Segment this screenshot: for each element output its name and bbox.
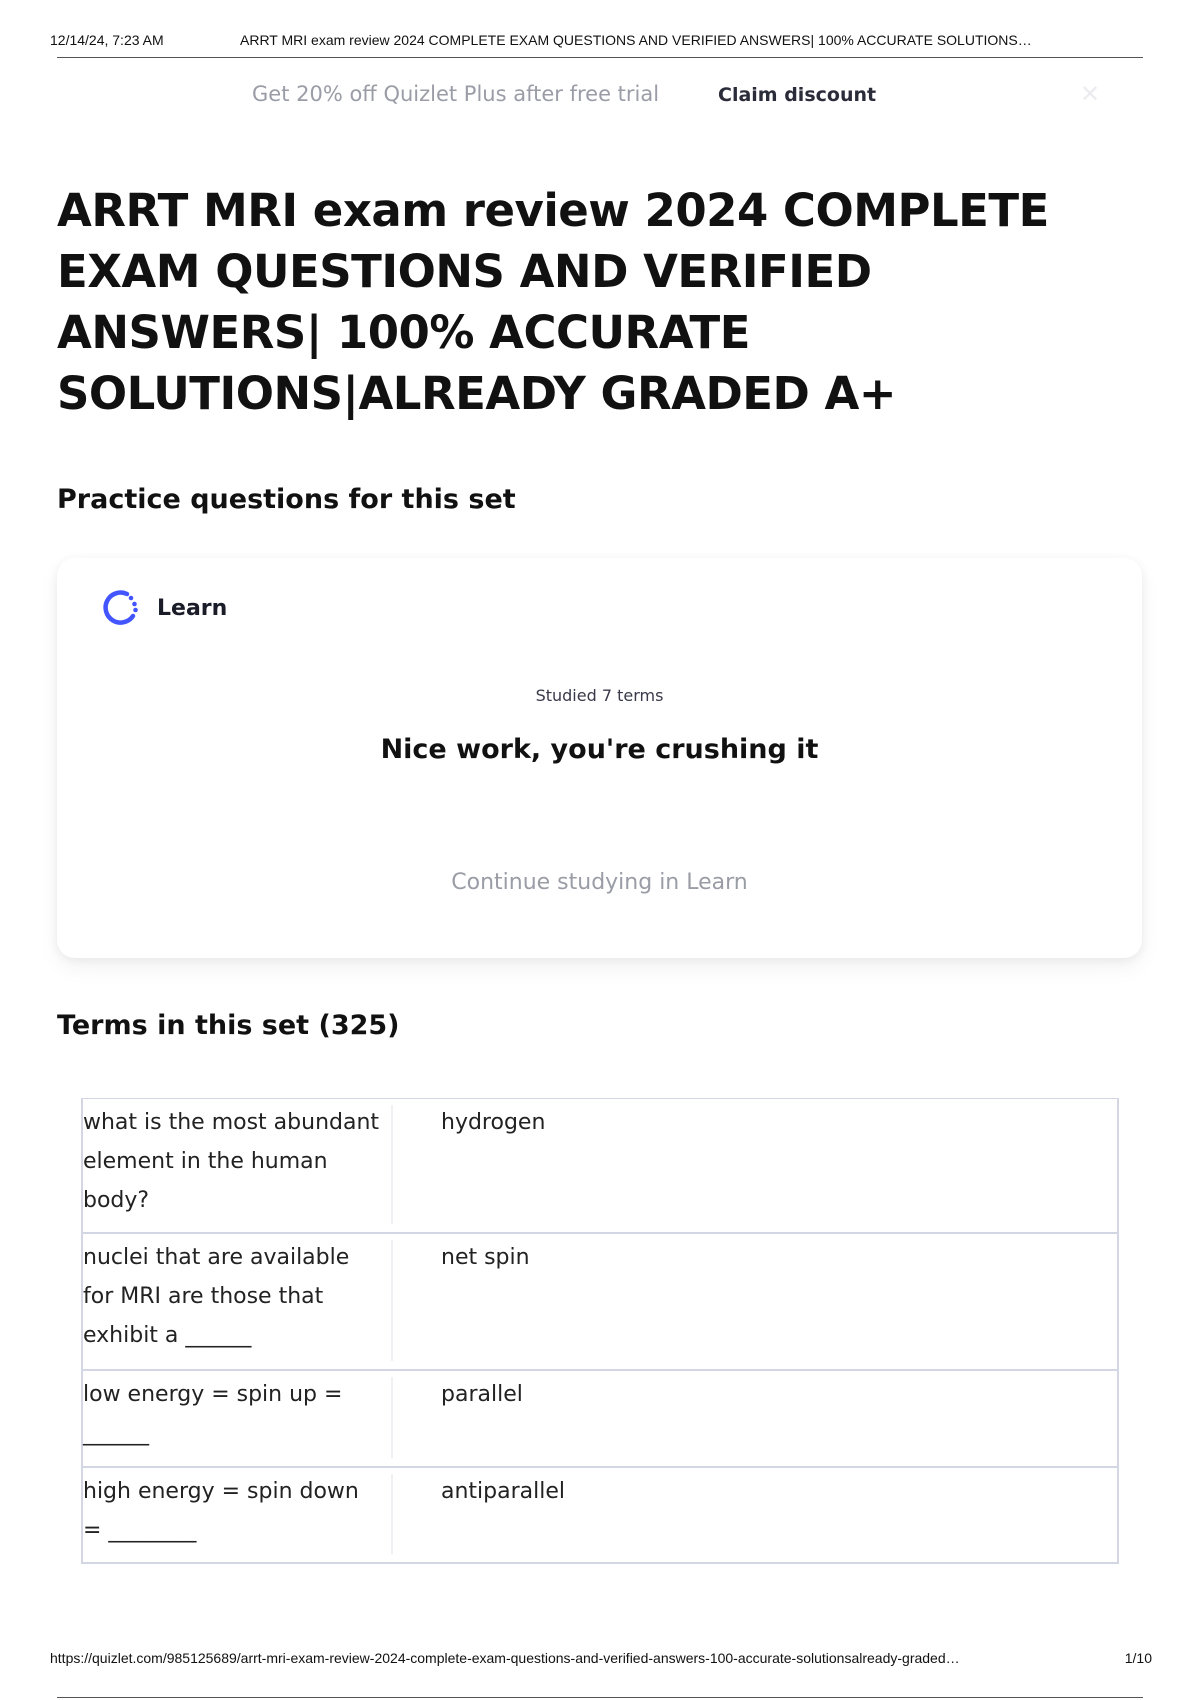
learn-mode-header[interactable] bbox=[97, 586, 227, 630]
print-title: ARRT MRI exam review 2024 COMPLETE EXAM QUESTIONS AND VERIFIED ANSWERS| 100% ACCURATE SOLUTIONS… bbox=[240, 32, 1032, 48]
term-text: what is the most abundant element in the human body? bbox=[83, 1110, 380, 1213]
promo-banner bbox=[0, 78, 1200, 114]
encouragement-message: Nice work, you're crushing it bbox=[380, 734, 819, 765]
terms-table bbox=[81, 1098, 1119, 1564]
claim-discount-link[interactable]: Claim discount bbox=[718, 84, 877, 106]
term-text: nuclei that are available for MRI are those that exhibit a ______ bbox=[83, 1245, 350, 1348]
column-divider bbox=[391, 1240, 393, 1361]
page-number: 1/10 bbox=[1124, 1650, 1152, 1666]
learn-card bbox=[57, 558, 1142, 958]
practice-heading: Practice questions for this set bbox=[57, 484, 516, 515]
term-text: low energy = spin up = ______ bbox=[83, 1382, 343, 1446]
column-divider bbox=[391, 1105, 393, 1224]
definition-text: antiparallel bbox=[441, 1479, 566, 1504]
table-row[interactable] bbox=[81, 1098, 1119, 1234]
learn-icon bbox=[97, 586, 141, 630]
footer-divider bbox=[57, 1697, 1143, 1698]
column-divider bbox=[391, 1474, 393, 1554]
definition-text: net spin bbox=[441, 1245, 530, 1270]
definition-text: hydrogen bbox=[441, 1110, 546, 1135]
learn-label: Learn bbox=[157, 595, 228, 621]
term-text: high energy = spin down = ________ bbox=[83, 1479, 359, 1543]
continue-learn-button[interactable]: Continue studying in Learn bbox=[451, 870, 748, 895]
close-icon[interactable]: ✕ bbox=[1080, 80, 1101, 108]
table-row[interactable] bbox=[81, 1234, 1119, 1371]
table-row[interactable] bbox=[81, 1468, 1119, 1564]
table-row[interactable] bbox=[81, 1371, 1119, 1468]
promo-text: Get 20% off Quizlet Plus after free trial bbox=[252, 82, 660, 106]
print-date: 12/14/24, 7:23 AM bbox=[50, 32, 164, 48]
print-url: https://quizlet.com/985125689/arrt-mri-exam-review-2024-complete-exam-questions-and-verified-answers-100-accurate-solutionsalready-graded… bbox=[50, 1650, 960, 1666]
terms-heading: Terms in this set (325) bbox=[57, 1010, 400, 1041]
header-divider bbox=[57, 57, 1143, 58]
print-header bbox=[50, 28, 1150, 56]
studied-count: Studied 7 terms bbox=[535, 686, 664, 705]
page-title: ARRT MRI exam review 2024 COMPLETE EXAM QUESTIONS AND VERIFIED ANSWERS| 100% ACCURATE SOLUTIONS|ALREADY GRADED A+ bbox=[57, 184, 1049, 420]
column-divider bbox=[391, 1377, 393, 1458]
definition-text: parallel bbox=[441, 1382, 523, 1407]
